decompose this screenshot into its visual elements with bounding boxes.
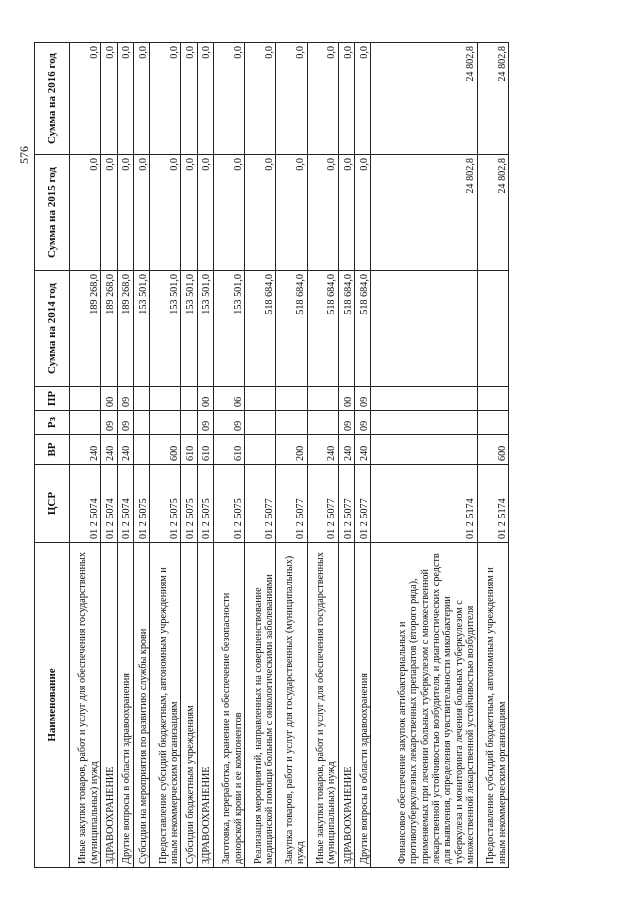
cell-rz: 09 (197, 411, 213, 435)
cell-sum-2016: 0,0 (101, 43, 117, 155)
cell-csr: 01 2 5075 (197, 465, 213, 543)
header-sum-2015: Сумма на 2015 год (35, 155, 70, 271)
cell-vr: 600 (477, 435, 508, 465)
table-row (355, 43, 371, 868)
cell-name: Иные закупки товаров, работ и услуг для обеспечения государственных (муниципальных) нужд (70, 543, 101, 868)
cell-sum-2014: 153 501,0 (181, 271, 197, 387)
cell-pr (181, 387, 197, 411)
cell-sum-2015: 0,0 (307, 155, 338, 271)
table-row (338, 43, 354, 868)
cell-pr (371, 387, 477, 411)
cell-pr (276, 387, 307, 411)
cell-rz (150, 411, 181, 435)
cell-name: Предоставление субсидий бюджетным, автономным учреждениям и иным некоммерческим организациям (150, 543, 181, 868)
cell-vr: 240 (338, 435, 354, 465)
cell-vr: 240 (101, 435, 117, 465)
header-sum-2014: Сумма на 2014 год (35, 271, 70, 387)
cell-rz (245, 411, 276, 435)
cell-pr (133, 387, 149, 411)
cell-sum-2016: 0,0 (70, 43, 101, 155)
cell-name: Иные закупки товаров, работ и услуг для обеспечения государственных (муниципальных) нужд (307, 543, 338, 868)
cell-pr: 09 (117, 387, 133, 411)
table-row (101, 43, 117, 868)
cell-sum-2016: 0,0 (117, 43, 133, 155)
cell-sum-2014: 518 684,0 (355, 271, 371, 387)
cell-sum-2016: 0,0 (307, 43, 338, 155)
cell-pr (245, 387, 276, 411)
cell-name: Заготовка, переработка, хранение и обеспечение безопасности донорской крови и ее компонентов (213, 543, 244, 868)
cell-sum-2016: 0,0 (338, 43, 354, 155)
cell-sum-2016: 0,0 (181, 43, 197, 155)
cell-sum-2015: 0,0 (101, 155, 117, 271)
cell-csr: 01 2 5074 (101, 465, 117, 543)
table-row (150, 43, 181, 868)
cell-pr (150, 387, 181, 411)
cell-vr: 600 (150, 435, 181, 465)
cell-sum-2014: 518 684,0 (245, 271, 276, 387)
cell-sum-2014 (477, 271, 508, 387)
cell-sum-2016: 0,0 (355, 43, 371, 155)
cell-pr (477, 387, 508, 411)
cell-rz: 09 (213, 411, 244, 435)
cell-sum-2016: 0,0 (245, 43, 276, 155)
cell-sum-2015: 24 802,8 (371, 155, 477, 271)
cell-sum-2014: 153 501,0 (197, 271, 213, 387)
cell-csr: 01 2 5075 (133, 465, 149, 543)
cell-csr: 01 2 5077 (307, 465, 338, 543)
cell-name: Субсидии на мероприятия по развитию службы крови (133, 543, 149, 868)
table-row (245, 43, 276, 868)
cell-sum-2016: 24 802,8 (371, 43, 477, 155)
header-name: Наименование (35, 543, 70, 868)
cell-csr: 01 2 5075 (213, 465, 244, 543)
header-sum-2016: Сумма на 2016 год (35, 43, 70, 155)
table-row (477, 43, 508, 868)
header-rz: Рз (35, 411, 70, 435)
cell-pr: 09 (355, 387, 371, 411)
cell-name: Другие вопросы в области здравоохранения (117, 543, 133, 868)
header-csr: ЦСР (35, 465, 70, 543)
cell-sum-2014: 518 684,0 (338, 271, 354, 387)
cell-rz (477, 411, 508, 435)
table-header-row (35, 43, 70, 868)
cell-csr: 01 2 5174 (371, 465, 477, 543)
page-number: 576 (16, 146, 31, 164)
cell-sum-2014: 153 501,0 (150, 271, 181, 387)
cell-vr: 240 (117, 435, 133, 465)
table-row (197, 43, 213, 868)
table-row (117, 43, 133, 868)
table-row (181, 43, 197, 868)
cell-pr (307, 387, 338, 411)
cell-vr (371, 435, 477, 465)
cell-sum-2016: 0,0 (197, 43, 213, 155)
cell-sum-2014: 189 268,0 (117, 271, 133, 387)
cell-rz (307, 411, 338, 435)
cell-sum-2015: 0,0 (355, 155, 371, 271)
cell-sum-2015: 0,0 (245, 155, 276, 271)
cell-csr: 01 2 5074 (117, 465, 133, 543)
cell-name: Предоставление субсидий бюджетным, автономным учреждениям и иным некоммерческим организациям (477, 543, 508, 868)
cell-sum-2015: 0,0 (338, 155, 354, 271)
cell-csr: 01 2 5174 (477, 465, 508, 543)
cell-sum-2016: 24 802,8 (477, 43, 508, 155)
table-row (133, 43, 149, 868)
cell-sum-2015: 0,0 (197, 155, 213, 271)
cell-sum-2014: 153 501,0 (133, 271, 149, 387)
cell-sum-2015: 0,0 (213, 155, 244, 271)
table-row (371, 43, 477, 868)
cell-csr: 01 2 5077 (276, 465, 307, 543)
header-pr: ПР (35, 387, 70, 411)
cell-csr: 01 2 5075 (150, 465, 181, 543)
cell-sum-2016: 0,0 (133, 43, 149, 155)
cell-rz: 09 (101, 411, 117, 435)
cell-rz: 09 (355, 411, 371, 435)
cell-sum-2015: 0,0 (276, 155, 307, 271)
cell-vr: 240 (355, 435, 371, 465)
cell-sum-2014: 189 268,0 (70, 271, 101, 387)
table-body (70, 43, 509, 868)
cell-name: ЗДРАВООХРАНЕНИЕ (338, 543, 354, 868)
cell-sum-2014: 518 684,0 (307, 271, 338, 387)
cell-rz: 09 (117, 411, 133, 435)
cell-vr: 610 (213, 435, 244, 465)
cell-sum-2015: 0,0 (70, 155, 101, 271)
cell-vr: 610 (181, 435, 197, 465)
cell-name: ЗДРАВООХРАНЕНИЕ (197, 543, 213, 868)
cell-vr (133, 435, 149, 465)
cell-vr: 610 (197, 435, 213, 465)
cell-vr: 240 (70, 435, 101, 465)
budget-table (34, 42, 509, 868)
budget-table-container (34, 43, 509, 868)
cell-pr (70, 387, 101, 411)
cell-sum-2015: 0,0 (117, 155, 133, 271)
cell-rz (276, 411, 307, 435)
cell-pr: 00 (197, 387, 213, 411)
cell-name: Реализация мероприятий, направленных на совершенствование медицинской помощи больным с онкологическими заболеваниями (245, 543, 276, 868)
cell-sum-2014: 153 501,0 (213, 271, 244, 387)
table-row (213, 43, 244, 868)
table-row (307, 43, 338, 868)
cell-sum-2016: 0,0 (213, 43, 244, 155)
cell-vr (245, 435, 276, 465)
cell-csr: 01 2 5077 (355, 465, 371, 543)
cell-sum-2015: 24 802,8 (477, 155, 508, 271)
cell-rz (371, 411, 477, 435)
cell-csr: 01 2 5077 (245, 465, 276, 543)
header-vr: ВР (35, 435, 70, 465)
cell-vr: 240 (307, 435, 338, 465)
cell-name: Субсидии бюджетным учреждениям (181, 543, 197, 868)
cell-csr: 01 2 5075 (181, 465, 197, 543)
cell-sum-2014: 518 684,0 (276, 271, 307, 387)
cell-name: Финансовое обеспечение закупок антибактериальных и противотуберкулезных лекарственных препаратов (второго ряда), применяемых при лечении больных туберкулезом с множественной лекарственной устойчивостью возбудителя, и диагностических средств для выявления, определения чувствительности микобактерии туберкулеза и мониторинга лечения больных туберкулезом с множественной лекарственной устойчивостью возбудителя (371, 543, 477, 868)
cell-sum-2014: 189 268,0 (101, 271, 117, 387)
cell-pr: 00 (338, 387, 354, 411)
cell-rz (133, 411, 149, 435)
cell-sum-2016: 0,0 (150, 43, 181, 155)
cell-pr: 00 (101, 387, 117, 411)
table-row (70, 43, 101, 868)
cell-rz (181, 411, 197, 435)
cell-sum-2015: 0,0 (181, 155, 197, 271)
cell-name: Другие вопросы в области здравоохранения (355, 543, 371, 868)
cell-name: ЗДРАВООХРАНЕНИЕ (101, 543, 117, 868)
cell-rz (70, 411, 101, 435)
cell-sum-2015: 0,0 (133, 155, 149, 271)
cell-csr: 01 2 5077 (338, 465, 354, 543)
cell-rz: 09 (338, 411, 354, 435)
cell-sum-2016: 0,0 (276, 43, 307, 155)
cell-vr: 200 (276, 435, 307, 465)
cell-name: Закупка товаров, работ и услуг для государственных (муниципальных) нужд (276, 543, 307, 868)
cell-csr: 01 2 5074 (70, 465, 101, 543)
cell-pr: 06 (213, 387, 244, 411)
table-row (276, 43, 307, 868)
cell-sum-2014 (371, 271, 477, 387)
cell-sum-2015: 0,0 (150, 155, 181, 271)
